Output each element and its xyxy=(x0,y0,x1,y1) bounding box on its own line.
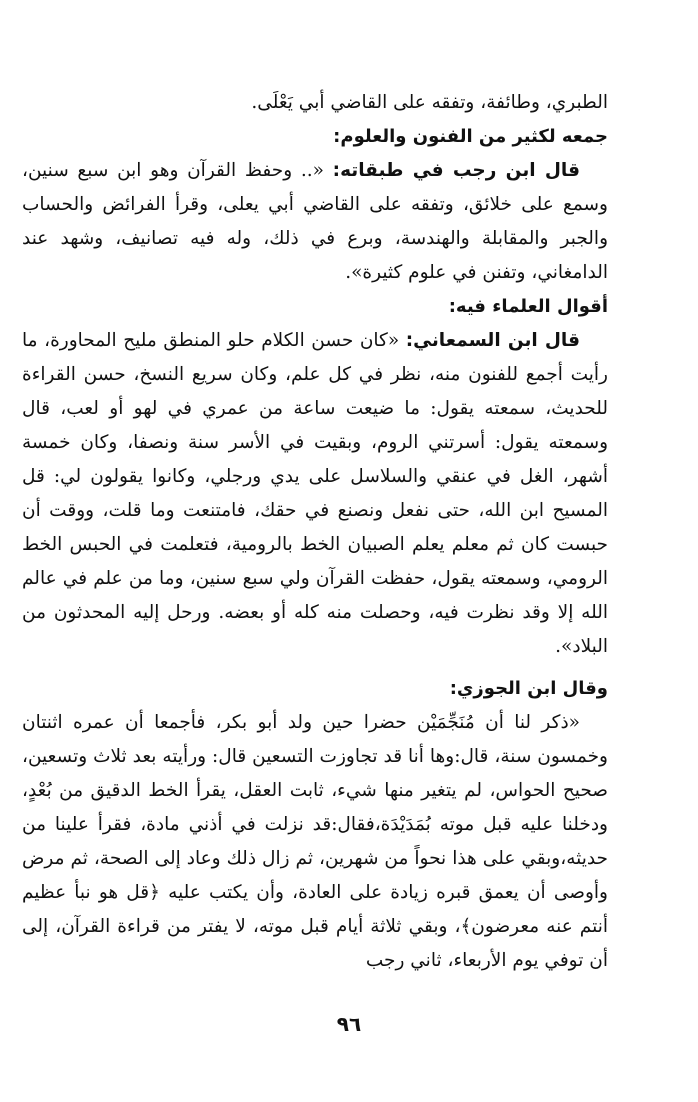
section-heading-ibn-jawzi: وقال ابن الجوزي: xyxy=(449,678,608,699)
ibn-samani-quote: «كان حسن الكلام حلو المنطق مليح المحاورة، ما رأيت أجمع للفنون منه، نظر في كل علم، وكان سريع النسخ، حسن القراءة للحديث، سمعته يقول: ما ضيعت ساعة من عمري في لهو أو لعب، قال وسمعته يقول: أسرتني الروم، وبقيت في الأسر سنة ونصفا، وكان خمسة أشهر، الغل في عنقي والسلاسل على يدي ورجلي، وكانوا يقولون لي: قل المسيح ابن الله، حتى نفعل ونصنع في حقك، فامتنعت وما قلت، ووقت أن حبست كان ثم معلم يعلم الصبيان الخط بالرومية، فتعلمت في الحبس الخط الرومي، وسمعته يقول، حفظت القرآن ولي سبع سنين، وما من علم في عالم الله إلا وقد نظرت فيه، وحصلت منه كله أو بعضه. ورحل إليه المحدثون من البلاد». xyxy=(22,330,608,657)
page-body xyxy=(22,86,608,978)
ibn-samani-paragraph xyxy=(22,324,608,664)
ibn-samani-speaker: قال ابن السمعاني: xyxy=(405,330,580,351)
ibn-rajab-paragraph xyxy=(22,154,608,290)
ibn-jawzi-quote: «ذكر لنا أن مُنَجِّمَيْن حضرا حين ولد أبو بكر، فأجمعا أن عمره اثنتان وخمسون سنة، قال:وها أنا قد تجاوزت التسعين قال: ورأيته بعد ثلاث وتسعين، صحيح الحواس، لم يتغير منها شيء، ثابت العقل، يقرأ الخط الدقيق من بُعْدٍ، ودخلنا عليه قبل موته بُمَدَيْدَة،فقال:قد نزلت في أذني مادة، فقرأ علينا من حديثه،وبقي على هذا نحواً من شهرين، ثم زال ذلك وعاد إلى الصحة، ثم مرض وأوصى أن يعمق قبره زيادة على العادة، وأن يكتب عليه ﴿قل هو نبأ عظيم أنتم عنه معرضون﴾، وبقي ثلاثة أيام قبل موته، لا يفتر من قراءة القرآن، إلى أن توفي يوم الأربعاء، ثاني رجب xyxy=(22,712,608,971)
section-heading-scholars: أقوال العلماء فيه: xyxy=(448,296,608,317)
ibn-rajab-quote: «.. وحفظ القرآن وهو ابن سبع سنين، وسمع على خلائق، وتفقه على القاضي أبي يعلى، وقرأ الفرائض والحساب والجبر والمقابلة والهندسة، وبرع في ذلك، وله فيه تصانيف، وشهد عند الدامغاني، وتفنن في علوم كثيرة». xyxy=(22,160,608,283)
page-number: ٩٦ xyxy=(336,1012,362,1036)
ibn-rajab-speaker: قال ابن رجب في طبقاته: xyxy=(332,160,580,181)
opening-line: الطبري، وطائفة، وتفقه على القاضي أبي يَعْلَى. xyxy=(251,92,608,113)
section-heading-arts: جمعه لكثير من الفنون والعلوم: xyxy=(333,126,608,147)
